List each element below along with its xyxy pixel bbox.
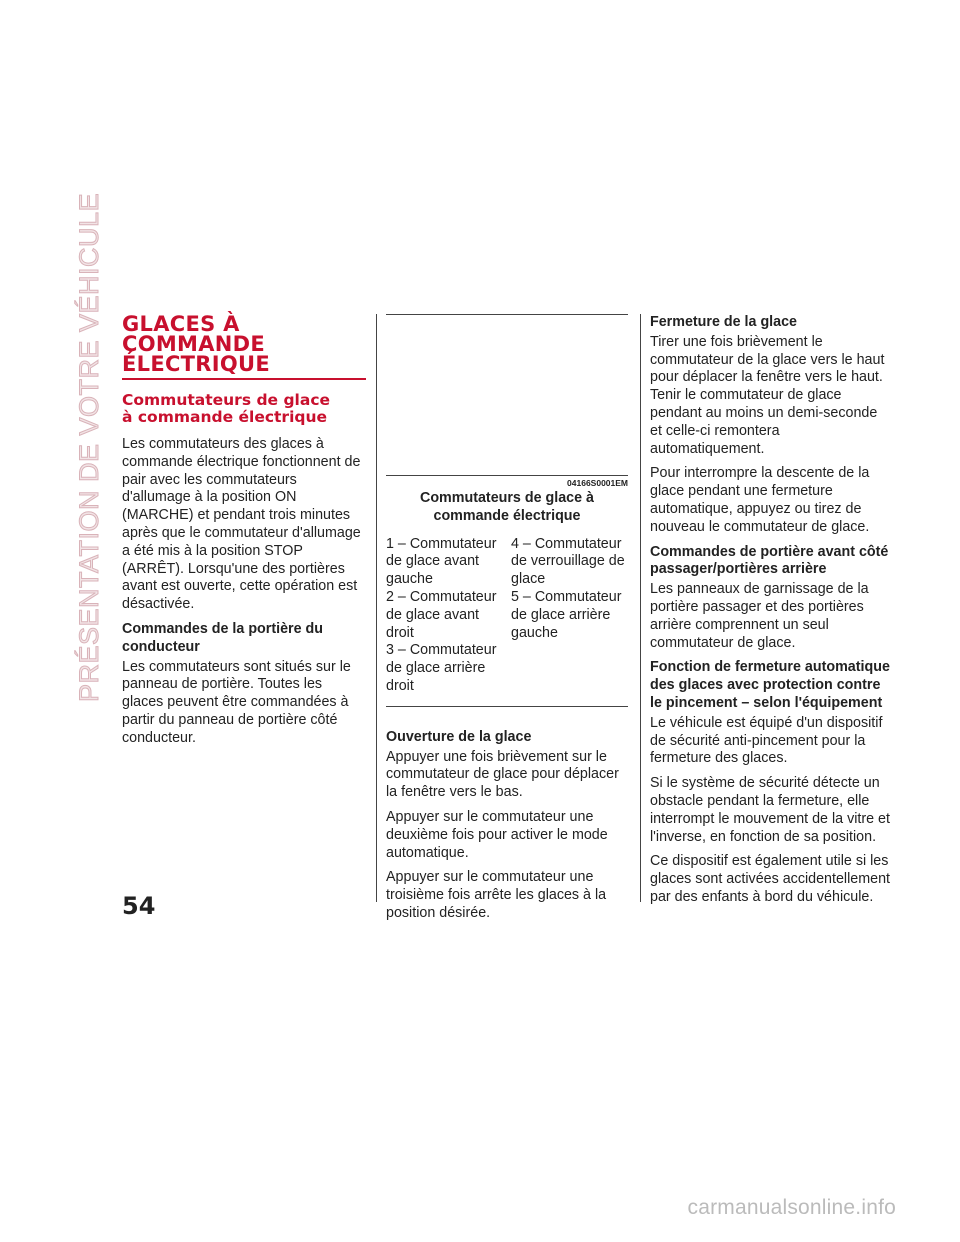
legend-item-1: 1 – Commutateur de glace avant gauche [386,535,497,588]
page-number: 54 [122,892,156,920]
passenger-controls-paragraph: Les panneaux de garnissage de la portière passager et des portières arrière comprennent un seul commutateur de glace. [650,581,869,651]
window-open-paragraph-1: Appuyer une fois brièvement sur le commutateur de glace pour déplacer la fenêtre vers le bas. [386,748,619,801]
pinch-protection-paragraph-1: Le véhicule est équipé d'un dispositif de sécurité anti-pincement pour la fermeture des glaces. [650,714,883,767]
heading-pinch-protection: Fonction de fermeture automatique des glaces avec protection contre le pincement – selon l'équipement [650,659,890,711]
legend-item-3: 3 – Commutateur de glace arrière droit [386,642,497,694]
figure-code: 04166S0001EM [386,475,628,488]
window-open-paragraph-3: Appuyer sur le commutateur une troisième fois arrête les glaces à la position désirée. [386,869,607,921]
column-left [122,314,366,755]
legend-item-2: 2 – Commutateur de glace avant droit [386,588,497,641]
figure-bottom-rule [386,706,628,707]
column-right [650,314,892,914]
pinch-protection-paragraph-3: Ce dispositif est également utile si les glaces sont activées accidentellement par des enfants à bord du véhicule. [650,853,891,905]
column-divider-right [640,314,641,902]
legend-item-4: 4 – Commutateur de verrouillage de glace [511,535,625,588]
heading-window-open: Ouverture de la glace [386,728,532,745]
column-divider-left [376,314,377,902]
section-side-title-text: PRÉSENTATION DE VOTRE VÉHICULE [74,192,104,702]
figure-legend [386,536,628,696]
window-open-paragraph-2: Appuyer sur le commutateur une deuxième fois pour activer le mode automatique. [386,808,608,861]
intro-paragraph: Les commutateurs des glaces à commande électrique fonctionnent de pair avec les commutateurs d'allumage à la position ON (MARCHE) et pendant trois minutes après que le commutateur d'allumage a été mis à la position STOP (ARRÊT). Lorsqu'une des portières avant est ouverte, cette opération est désactivée. [122,436,361,613]
figure-caption: Commutateurs de glace à commande électrique [420,490,594,524]
pinch-protection-paragraph-2: Si le système de sécurité détecte un obstacle pendant la fermeture, elle interrompt le mouvement de la vitre et l'inverse, en fonction de sa position. [650,775,890,845]
heading-driver-controls: Commandes de la portière du conducteur [122,620,323,655]
column-middle [386,314,628,930]
legend-item-5: 5 – Commutateur de glace arrière gauche [511,588,622,641]
figure-image-area [386,315,628,475]
window-close-paragraph-2: Pour interrompre la descente de la glace pendant une fermeture automatique, appuyez ou tirez de nouveau le commutateur de glace. [650,465,870,535]
watermark: carmanualsonline.info [687,1196,896,1219]
window-close-paragraph-1: Tirer une fois brièvement le commutateur de la glace vers le haut pour déplacer la fenêtre vers le haut. Tenir le commutateur de glace pendant au moins un demi-seconde et celle-ci remontera automatiquement. [650,333,885,457]
section-subtitle: Commutateurs de glace à commande électrique [122,391,331,426]
heading-window-close: Fermeture de la glace [650,314,798,330]
page-title: GLACES À COMMANDE ÉLECTRIQUE [122,314,366,380]
driver-controls-paragraph: Les commutateurs sont situés sur le panneau de portière. Toutes les glaces peuvent être commandées à partir du panneau de portière côté conducteur. [122,658,351,746]
heading-passenger-controls: Commandes de portière avant côté passager/portières arrière [650,543,889,578]
